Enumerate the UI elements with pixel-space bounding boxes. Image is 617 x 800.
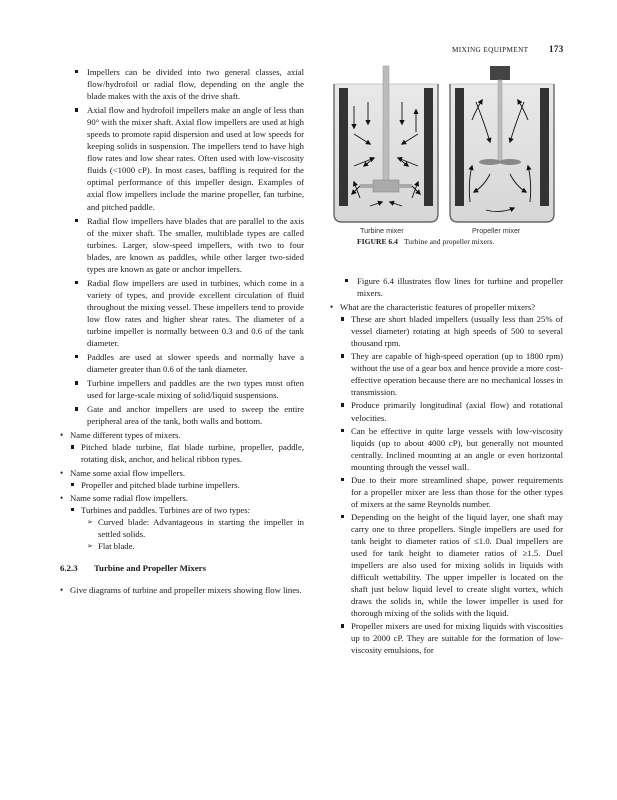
question-item: • Give diagrams of turbine and propeller mixers showing flow lines. [60,584,304,596]
question-item [60,492,304,552]
propeller-mixer-diagram [450,62,554,235]
shaft [498,80,502,162]
list-item: Figure 6.4 illustrates flow lines for turbine and propeller mixers. [344,275,563,299]
question-text: Name some radial flow impellers. [70,492,188,503]
left-column [60,66,304,597]
answer-item: These are short bladed impellers (usually less than 25% of vessel diameter) rotating at high speeds of 500 to several thousand rpm. [340,313,563,349]
list-item: Paddles are used at slower speeds and normally have a diameter greater than 0.6 of the tank diameter. [74,351,304,375]
running-header [0,44,617,58]
baffle [424,88,433,206]
answer-item [70,504,304,552]
answer-item: Can be effective in quite large vessels with low-viscosity liquids (up to about 4000 cP), but generally not mounted centrally. Inclined mounting at an angle or even horizontal mounting through the vessel wall. [340,425,563,473]
figure-caption [357,237,587,246]
right-column [330,275,563,657]
question-text: What are the characteristic features of propeller mixers? [340,302,536,313]
motor [490,66,510,80]
answer-item: Propeller mixers are used for mixing liquids with viscosities up to 2000 cP. They are suitable for the formation of low-viscosity emulsions, for [340,620,563,656]
shaft [383,66,389,186]
list-item: Radial flow impellers have blades that are parallel to the axis of the mixer shaft. The smaller, multiblade types are called turbines. Larger, slow-speed impellers, with two to four blades, are known as paddles, while other larger two-sided types are known as gate or anchor impellers. [74,215,304,275]
baffle [339,88,348,206]
list-item: Turbine impellers and paddles are the two types most often used for large-scale mixing of solid/liquid suspensions. [74,377,304,401]
question-item [330,301,563,656]
answer-item: Pitched blade turbine, flat blade turbine, propeller, paddle, rotating disk, anchor, and helical ribbon types. [70,441,304,465]
question-text: Name different types of mixers. [70,430,181,441]
answer-item: Propeller and pitched blade turbine impellers. [70,479,304,491]
baffle [540,88,549,206]
sub-item: ➢ Curved blade: Advantageous in starting the impeller in settled solids. [87,516,304,540]
sub-item: ➢ Flat blade. [87,540,304,552]
turbine-impeller [373,180,399,192]
turbine-mixer-label: Turbine mixer [360,226,404,235]
page-number: 173 [549,44,564,54]
section-heading [60,562,304,574]
propeller-blade [479,159,501,165]
section-number: 6.2.3 [60,562,78,573]
list-item: Axial flow and hydrofoil impellers make an angle of less than 90° with the mixer shaft. Axial flow impellers are used at high speeds to promote rapid dispersion and used at low speeds for keeping solids in suspension. The impellers tend to have high flow rates and low shear rates. Often used with low-viscosity fluids (<1000 cP). In most cases, baffling is required for the optimal performance of this impeller design. Examples of axial flow impellers include the marine propeller, fan turbine, and pitched paddle. [74,104,304,212]
answer-item: Produce primarily longitudinal (axial flow) and rotational velocities. [340,399,563,423]
list-item: Radial flow impellers are used in turbines, which come in a variety of types, and provide excellent circulation of fluid throughout the mixing vessel. These impellers tend to provide low flow rates and higher shear rates. The diameter of a turbine impeller is normally between 0.3 and 0.6 of the tank diameter. [74,277,304,349]
figure-caption-label: FIGURE 6.4 [357,237,398,246]
figure-caption-text: Turbine and propeller mixers. [403,237,495,246]
baffle [455,88,464,206]
answer-item: They are capable of high-speed operation (up to 1800 rpm) without the use of a gear box and hence provide a more cost-effective operation because there are no mechanical losses in transmission. [340,350,563,398]
answer-text: Turbines and paddles. Turbines are of two types: [81,504,251,515]
list-item: Impellers can be divided into two general classes, axial flow/hydrofoil or radial flow, depending on the angle the blade makes with the axis of the drive shaft. [74,66,304,102]
figure-turbine-propeller-mixers [330,62,556,242]
turbine-mixer-diagram [334,62,438,235]
propeller-blade [499,159,521,165]
running-title: MIXING EQUIPMENT [452,46,529,54]
section-title: Turbine and Propeller Mixers [94,562,207,573]
answer-item: Depending on the height of the liquid layer, one shaft may carry one to three propellers. Single impellers are used for tank height to diameter ratios of ≤1.0. Dual impellers are used for tank height to diameter ratios of ≥1.5. Duel impellers are also used for mixing solids in liquids with difficult wettability. The upper impeller is located on the shaft just below liquid level to create slight vortex, which draws the solids in, while the lower impeller is used for thorough mixing of the solids with the liquid. [340,511,563,619]
list-item: Gate and anchor impellers are used to sweep the entire peripheral area of the tank, both walls and bottom. [74,403,304,427]
answer-item: Due to their more streamlined shape, power requirements for a propeller mixer are less than those for the other types of mixers at the same Reynolds number. [340,474,563,510]
question-text: Name some axial flow impellers. [70,467,186,478]
question-item [60,429,304,465]
question-item [60,467,304,491]
propeller-mixer-label: Propeller mixer [472,226,521,235]
